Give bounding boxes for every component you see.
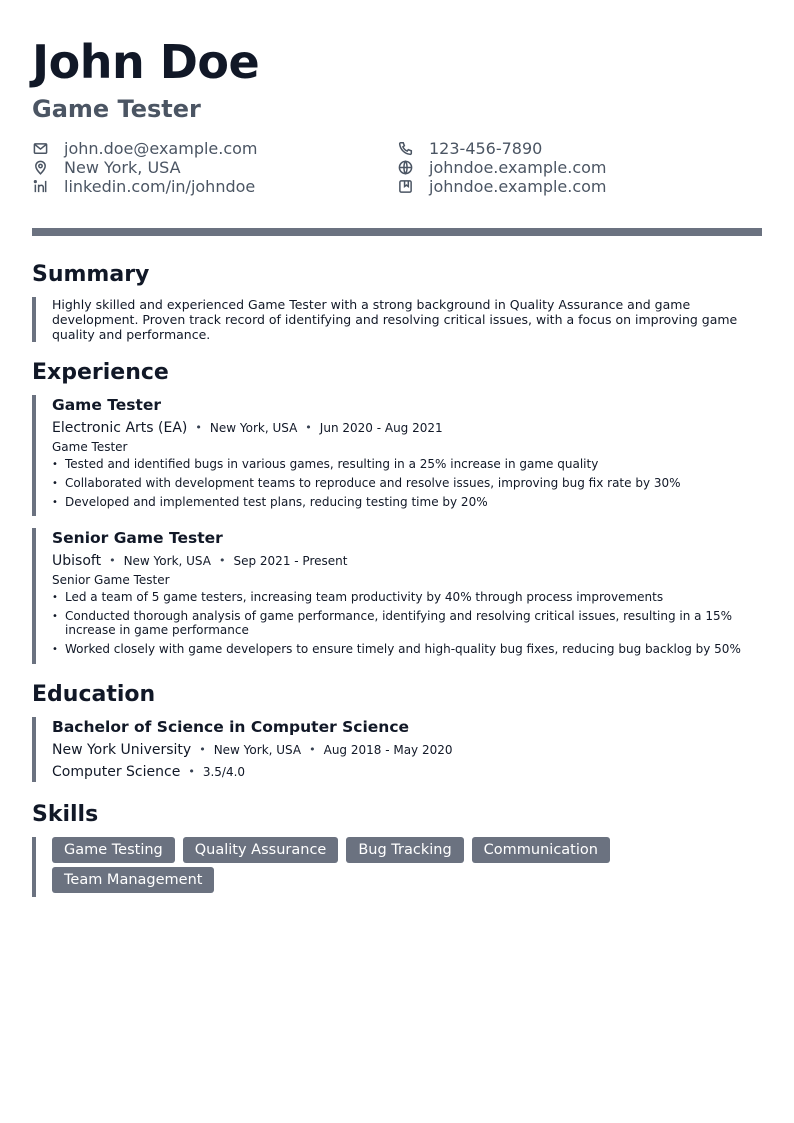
job-dates: Jun 2020 - Aug 2021 <box>319 421 443 435</box>
separator-dot: • <box>188 765 195 778</box>
degree-title: Bachelor of Science in Computer Science <box>52 718 410 736</box>
contact-linkedin[interactable] <box>32 177 255 196</box>
field-of-study: Computer Science <box>52 764 181 780</box>
company-name: Ubisoft <box>52 553 102 569</box>
map-pin-icon <box>32 160 48 176</box>
contact-phone[interactable] <box>397 139 542 158</box>
bookmark-icon <box>397 179 413 195</box>
email-text: john.doe@example.com <box>64 139 258 158</box>
job-bullets <box>52 590 762 656</box>
contact-portfolio[interactable] <box>397 177 607 196</box>
company-name: Electronic Arts (EA) <box>52 420 188 436</box>
list-item: • Developed and implemented test plans, reducing testing time by 20% <box>52 495 762 509</box>
education-heading: Education <box>32 682 156 707</box>
contact-website[interactable] <box>397 158 607 177</box>
skill-tag: Quality Assurance <box>183 837 339 863</box>
experience-heading: Experience <box>32 360 169 385</box>
education-entry <box>32 717 762 782</box>
school-name: New York University <box>52 742 192 758</box>
phone-text: 123-456-7890 <box>429 139 543 158</box>
list-item: • Tested and identified bugs in various games, resulting in a 25% increase in game quality <box>52 457 762 471</box>
summary-block <box>32 297 762 342</box>
education-meta <box>52 740 762 760</box>
mail-icon <box>32 141 48 157</box>
job-location: New York, USA <box>123 554 211 568</box>
separator-dot: • <box>305 421 312 434</box>
list-item: • Worked closely with game developers to ensure timely and high-quality bug fixes, reducing bug backlog by 50% <box>52 642 762 656</box>
skill-tag: Bug Tracking <box>346 837 463 863</box>
candidate-role: Game Tester <box>32 95 201 123</box>
separator-dot: • <box>109 554 116 567</box>
candidate-name: John Doe <box>32 35 260 89</box>
job-bullets <box>52 457 762 509</box>
portfolio-text: johndoe.example.com <box>429 177 607 196</box>
education-field-row <box>52 762 762 782</box>
skill-tag: Communication <box>472 837 610 863</box>
school-location: New York, USA <box>213 743 302 757</box>
job-meta <box>52 551 762 571</box>
job-dates: Sep 2021 - Present <box>233 554 348 568</box>
summary-text: Highly skilled and experienced Game Tester with a strong background in Quality Assurance and game development. Proven track record of identifying and resolving critical issues, with a focus on improving game quality and performance. <box>52 297 738 342</box>
experience-entry <box>32 395 762 516</box>
job-position: Senior Game Tester <box>52 573 170 587</box>
list-item: • Collaborated with development teams to reproduce and resolve issues, improving bug fix rate by 30% <box>52 476 762 490</box>
education-dates: Aug 2018 - May 2020 <box>323 743 453 757</box>
globe-icon <box>397 160 413 176</box>
separator-dot: • <box>218 554 226 567</box>
separator-dot: • <box>195 421 202 434</box>
skill-tags <box>52 837 652 893</box>
phone-icon <box>397 141 413 157</box>
separator-dot: • <box>199 743 206 756</box>
skills-block <box>32 837 762 897</box>
linkedin-icon <box>32 179 48 195</box>
job-title: Senior Game Tester <box>52 529 223 547</box>
header-divider <box>32 228 762 236</box>
website-text: johndoe.example.com <box>429 158 607 177</box>
gpa: 3.5/4.0 <box>202 765 246 779</box>
contact-email[interactable] <box>32 139 258 158</box>
skill-tag: Team Management <box>52 867 214 893</box>
job-title: Game Tester <box>52 396 162 414</box>
linkedin-text: linkedin.com/in/johndoe <box>64 177 256 196</box>
location-text: New York, USA <box>64 158 181 177</box>
job-meta <box>52 418 762 438</box>
summary-heading: Summary <box>32 262 150 287</box>
list-item: • Conducted thorough analysis of game performance, identifying and resolving critical issues, resulting in a 15% increase in game performance <box>52 609 762 637</box>
skills-heading: Skills <box>32 802 99 827</box>
skill-tag: Game Testing <box>52 837 175 863</box>
job-position: Game Tester <box>52 440 128 454</box>
contact-location <box>32 158 181 177</box>
separator-dot: • <box>309 743 316 756</box>
list-item: • Led a team of 5 game testers, increasing team productivity by 40% through process improvements <box>52 590 762 604</box>
experience-entry <box>32 528 762 664</box>
job-location: New York, USA <box>209 421 298 435</box>
